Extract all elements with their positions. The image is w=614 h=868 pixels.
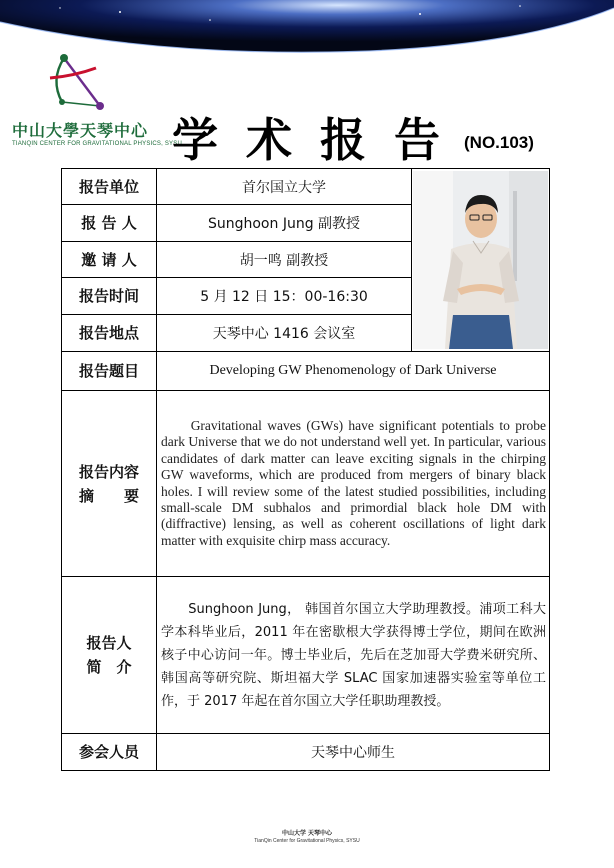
unit-label: 报告单位 [62, 169, 157, 205]
report-info-table [61, 168, 550, 771]
bio-label-line-2: 简 介 [86, 658, 132, 676]
abstract-label-line-1: 报告内容 [78, 462, 139, 481]
bio-label [62, 577, 157, 734]
abstract-text: Gravitational waves (GWs) have significant potentials to probe dark Universe that we do not understand well yet. In particular, various candidates of dark matter can leave exciting signals in the chirping GW waveforms, which are produced from mergers of binary black holes. I will review some of the latest studied possibilities, including small-scale DM subhalos and primordial black hole DM with (diffractive) lensing, as well as coherent oscillations of light dark matter with exquisite chirp mass accuracy. [157, 391, 550, 577]
table-row-abstract [62, 391, 550, 577]
report-number: (NO.103) [464, 133, 534, 152]
attendee-label: 参会人员 [62, 734, 157, 771]
topic-value: Developing GW Phenomenology of Dark Universe [157, 352, 550, 391]
speaker-label: 报 告 人 [62, 205, 157, 242]
unit-value: 首尔国立大学 [157, 169, 412, 205]
abstract-label-line-2: 摘 要 [78, 486, 139, 505]
inviter-value: 胡一鸣 副教授 [157, 242, 412, 278]
speaker-value: Sunghoon Jung 副教授 [157, 205, 412, 242]
time-label: 报告时间 [62, 278, 157, 315]
place-label: 报告地点 [62, 315, 157, 352]
attendee-value: 天琴中心师生 [157, 734, 550, 771]
bio-text: Sunghoon Jung， 韩国首尔国立大学助理教授。浦项工科大学本科毕业后，2011 年在密歇根大学获得博士学位，期间在欧洲核子中心访问一年。博士毕业后，先后在芝加哥大学费米研究所、韩国高等研究院、斯坦福大学 SLAC 国家加速器实验室等单位工作，于 2017 年起在首尔国立大学任职助理教授。 [157, 577, 550, 734]
table-row-unit [62, 169, 550, 205]
tianqin-logo-icon [44, 50, 108, 112]
footer-org-cn: 中山大学 天琴中心 [281, 830, 333, 837]
topic-label: 报告题目 [62, 352, 157, 391]
speaker-photo [413, 171, 548, 349]
time-value: 5 月 12 日 15：00-16:30 [157, 278, 412, 315]
page-title: 学术报告 [172, 113, 468, 167]
abstract-label [62, 391, 157, 577]
org-name-cn: 中山大學天琴中心 [12, 121, 149, 140]
footer-org-en: TianQin Center for Gravitational Physics, SYSU [254, 838, 360, 844]
table-row-topic [62, 352, 550, 391]
table-row-attendees [62, 734, 550, 771]
inviter-label: 邀 请 人 [62, 242, 157, 278]
photo-cell [412, 169, 550, 352]
bio-label-line-1: 报告人 [86, 634, 132, 652]
place-value: 天琴中心 1416 会议室 [157, 315, 412, 352]
table-row-bio [62, 577, 550, 734]
org-name-en: TIANQIN CENTER FOR GRAVITATIONAL PHYSICS, SYSU [12, 141, 182, 147]
